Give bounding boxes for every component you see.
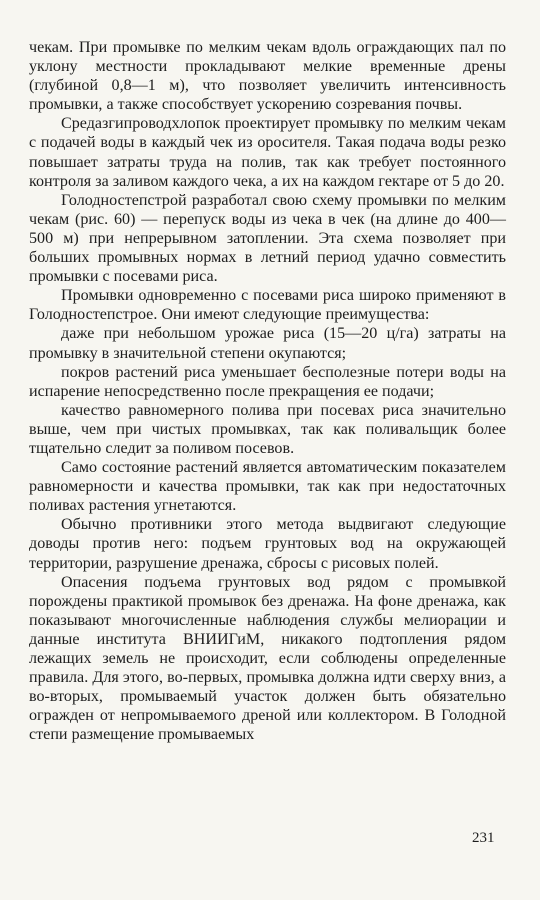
list-item-1: даже при небольшом урожае риса (15—20 ц/га) затраты на промывку в значительной степени окупаются; <box>29 325 506 362</box>
paragraph-7: Опасения подъема грунтовых вод рядом с промывкой порождены практикой промывок без дренажа. На фоне дренажа, как показывают многочисленные наблюдения службы мелиорации и данные института ВНИИГиМ, никакого подтопления рядом лежащих земель не происходит, если соблюдены определенные правила. Для этого, во-первых, промывка должна идти сверху вниз, а во-вторых, промываемый участок должен быть обязательно огражден от непромываемого дреной или коллектором. В Голодной степи размещение промываемых <box>29 573 506 744</box>
paragraph-1: чекам. При промывке по мелким чекам вдоль ограждающих пал по уклону местности прокладывают мелкие временные дрены (глубиной 0,8—1 м), что позволяет увеличить интенсивность промывки, а также способствует ускорению созревания почвы. <box>29 39 506 114</box>
list-item-2: покров растений риса уменьшает бесполезные потери воды на испарение непосредственно после прекращения ее подачи; <box>29 363 506 400</box>
page-number: 231 <box>472 830 495 846</box>
paragraph-4: Промывки одновременно с посевами риса широко применяют в Голодностепстрое. Они имеют следующие преимущества: <box>29 287 506 324</box>
body-text <box>29 38 506 744</box>
paragraph-5: Само состояние растений является автоматическим показателем равномерности и качества промывки, так как при недостаточных поливах растения угнетаются. <box>29 459 506 515</box>
paragraph-3: Голодностепстрой разработал свою схему промывки по мелким чекам (рис. 60) — перепуск воды из чека в чек (на длине до 400—500 м) при непрерывном затоплении. Эта схема позволяет при больших промывных нормах в летний период удачно совместить промывки с посевами риса. <box>29 191 506 286</box>
paragraph-6: Обычно противники этого метода выдвигают следующие доводы против него: подъем грунтовых вод на окружающей территории, разрушение дренажа, сбросы с рисовых полей. <box>29 516 506 572</box>
list-item-3: качество равномерного полива при посевах риса значительно выше, чем при чистых промывках, так как поливальщик более тщательно следит за поливом посевов. <box>29 401 506 457</box>
paragraph-2: Средазгипроводхлопок проектирует промывку по мелким чекам с подачей воды в каждый чек из оросителя. Такая подача воды резко повышает затраты труда на полив, так как требует постоянного контроля за заливом каждого чека, а их на каждом гектаре от 5 до 20. <box>29 115 506 190</box>
